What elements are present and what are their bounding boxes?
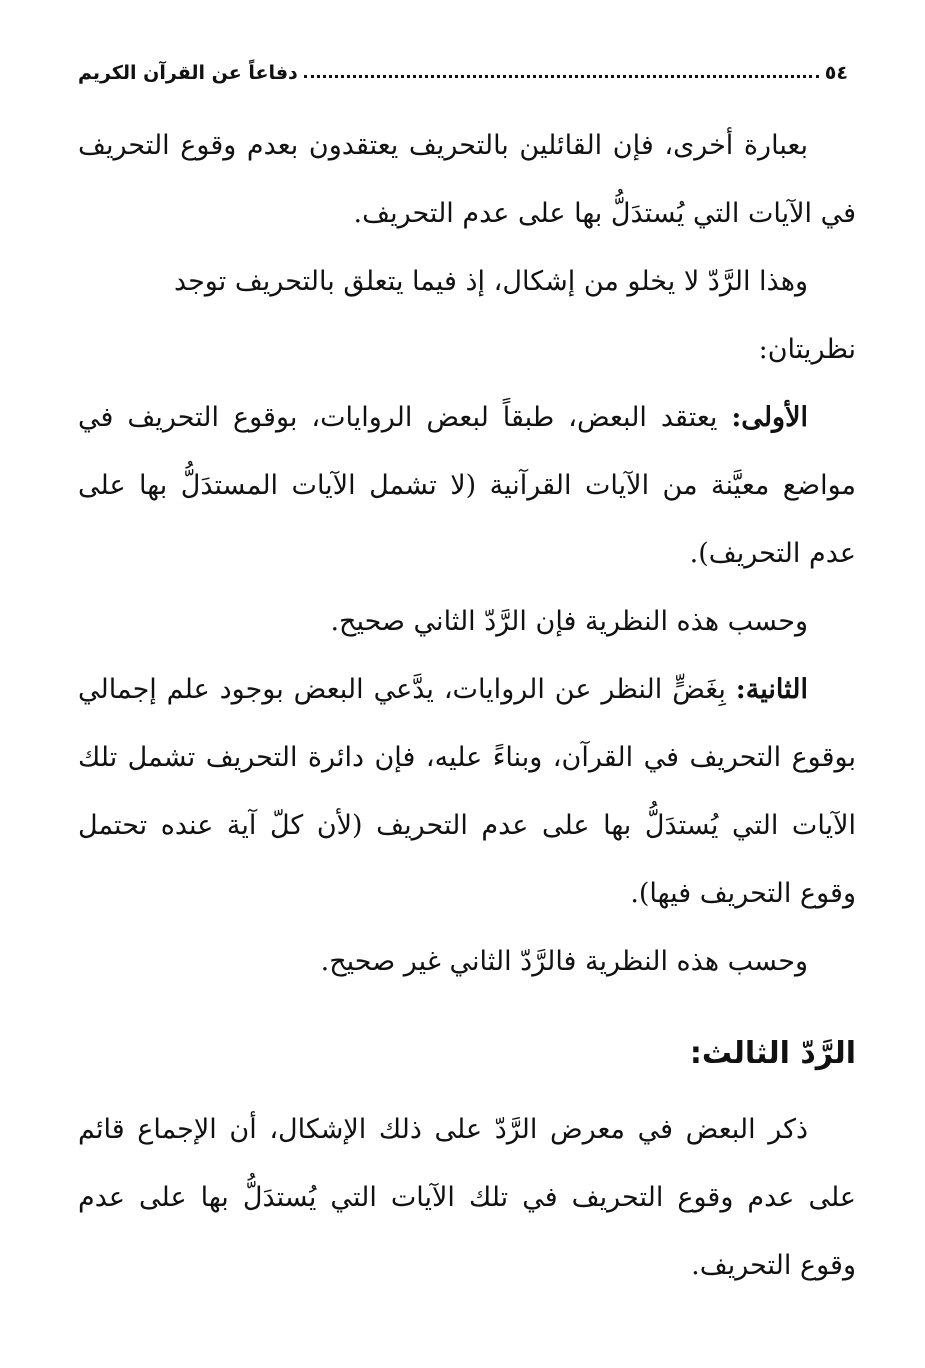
theory-two-label: الثانية: <box>735 674 808 705</box>
theory-two-text: بِغَضٍّ النظر عن الروايات، يدَّعي البعض بوجود علم إجمالي بوقوع التحريف في القرآن، وبناءً عليه، فإن دائرة التحريف تشمل تلك الآيات التي يُستدَلُّ بها على عدم التحريف (لأن كلّ آية عنده تحتمل وقوع التحريف فيها). <box>78 674 856 909</box>
paragraph-7: ذكر البعض في معرض الرَّدّ على ذلك الإشكال، أن الإجماع قائم على عدم وقوع التحريف في تلك الآيات التي يُستدَلُّ بها على عدم وقوع التحريف. <box>78 1114 856 1281</box>
paragraph-4: وحسب هذه النظرية فإن الرَّدّ الثاني صحيح. <box>330 606 808 637</box>
header-leader-dots <box>304 74 819 78</box>
paragraph-2: وهذا الرَّدّ لا يخلو من إشكال، إذ فيما يتعلق بالتحريف توجد نظريتان: <box>173 266 856 365</box>
page-number: ٥٤ <box>824 62 848 84</box>
running-header <box>78 48 848 84</box>
page-body <box>78 112 856 1300</box>
paragraph-6: وحسب هذه النظرية فالرَّدّ الثاني غير صحيح. <box>320 946 808 977</box>
paragraph-5 <box>78 656 856 928</box>
book-title: دفاعاً عن القرآن الكريم <box>78 62 298 84</box>
section-heading: الرَّدّ الثالث: <box>689 1036 856 1071</box>
theory-one-text: يعتقد البعض، طبقاً لبعض الروايات، بوقوع التحريف في مواضع معيَّنة من الآيات القرآنية (لا تشمل الآيات المستدَلُّ بها على عدم التحريف). <box>78 402 856 569</box>
paragraph-3 <box>78 384 856 588</box>
paragraph-1: بعبارة أخرى، فإن القائلين بالتحريف يعتقدون بعدم وقوع التحريف في الآيات التي يُستدَلُّ بها على عدم التحريف. <box>78 130 856 229</box>
theory-one-label: الأولى: <box>731 402 808 433</box>
